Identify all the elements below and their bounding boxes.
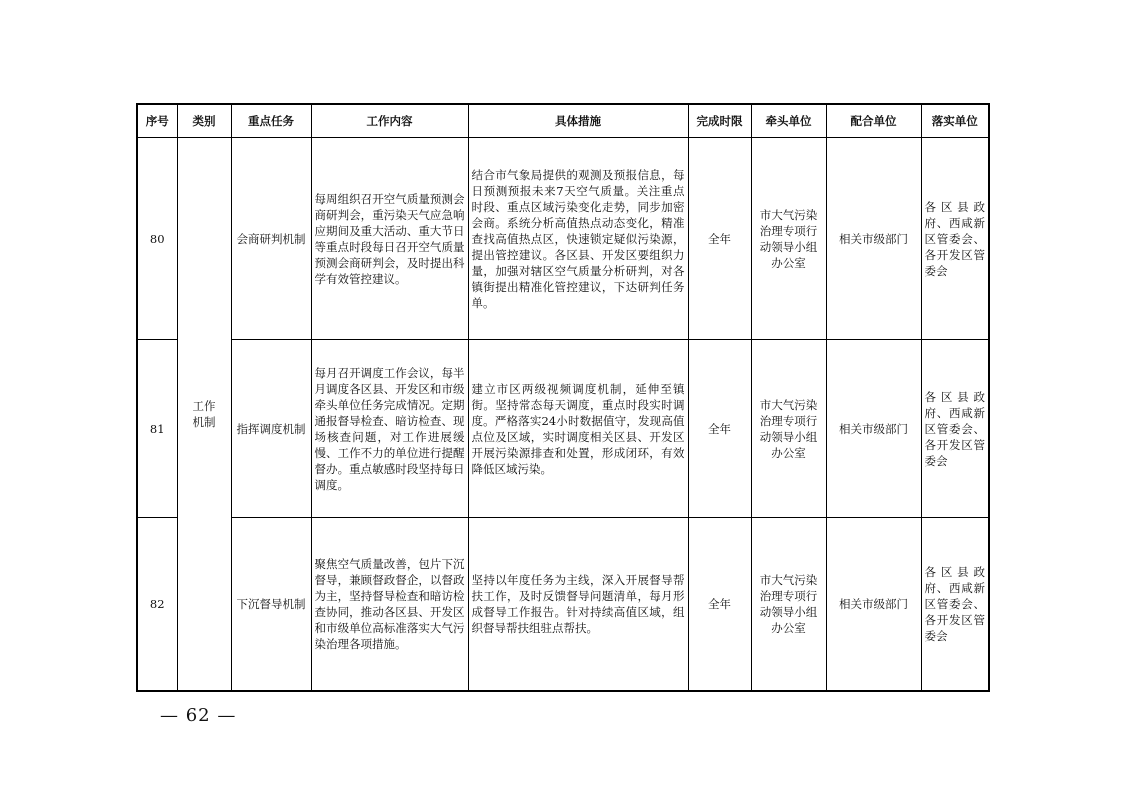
row-task: 会商研判机制 — [231, 138, 311, 340]
row-lead: 市大气污染治理专项行动领导小组办公室 — [751, 340, 826, 518]
row-content: 每月召开调度工作会议，每半月调度各区县、开发区和市级牵头单位任务完成情况。定期通报督导检查、暗访检查、现场核查问题，对工作进展缓慢、工作不力的单位进行提醒督办。重点敏感时段坚持每日调度。 — [311, 340, 468, 518]
row-measures: 坚持以年度任务为主线，深入开展督导帮扶工作，及时反馈督导问题清单，每月形成督导工作报告。针对持续高值区域，组织督导帮扶组驻点帮扶。 — [468, 518, 688, 691]
header-seq: 序号 — [137, 104, 177, 138]
row-implement: 各区县政府、西咸新区管委会、各开发区管委会 — [921, 138, 989, 340]
header-measures: 具体措施 — [468, 104, 688, 138]
header-implement: 落实单位 — [921, 104, 989, 138]
row-seq: 82 — [137, 518, 177, 691]
row-seq: 80 — [137, 138, 177, 340]
category-cell: 工作 机制 — [177, 138, 231, 691]
row-lead: 市大气污染治理专项行动领导小组办公室 — [751, 518, 826, 691]
row-lead: 市大气污染治理专项行动领导小组办公室 — [751, 138, 826, 340]
task-table — [136, 103, 990, 692]
row-content: 聚焦空气质量改善，包片下沉督导，兼顾督政督企，以督政为主，坚持督导检查和暗访检查协同，推动各区县、开发区和市级单位高标准落实大气污染治理各项措施。 — [311, 518, 468, 691]
row-task: 下沉督导机制 — [231, 518, 311, 691]
header-deadline: 完成时限 — [688, 104, 751, 138]
header-category: 类别 — [177, 104, 231, 138]
row-measures: 建立市区两级视频调度机制，延伸至镇街。坚持常态每天调度，重点时段实时调度。严格落实24小时数据值守，发现高值点位及区域，实时调度相关区县、开发区开展污染源排查和处置，形成闭环，有效降低区域污染。 — [468, 340, 688, 518]
table-row — [137, 518, 989, 691]
table-row — [137, 138, 989, 340]
row-content: 每周组织召开空气质量预测会商研判会，重污染天气应急响应期间及重大活动、重大节日等重点时段每日召开空气质量预测会商研判会，及时提出科学有效管控建议。 — [311, 138, 468, 340]
header-task: 重点任务 — [231, 104, 311, 138]
row-deadline: 全年 — [688, 518, 751, 691]
row-cooperate: 相关市级部门 — [826, 138, 921, 340]
row-implement: 各区县政府、西咸新区管委会、各开发区管委会 — [921, 340, 989, 518]
row-cooperate: 相关市级部门 — [826, 518, 921, 691]
page-number: — 62 — — [160, 705, 237, 726]
row-measures: 结合市气象局提供的观测及预报信息，每日预测预报未来7天空气质量。关注重点时段、重点区域污染变化走势，同步加密会商。系统分析高值热点动态变化，精准查找高值热点区，快速锁定疑似污染源，提出管控建议。各区县、开发区要组织力量，加强对辖区空气质量分析研判，对各镇街提出精准化管控建议，下达研判任务单。 — [468, 138, 688, 340]
row-deadline: 全年 — [688, 138, 751, 340]
table-row — [137, 340, 989, 518]
row-implement: 各区县政府、西咸新区管委会、各开发区管委会 — [921, 518, 989, 691]
row-seq: 81 — [137, 340, 177, 518]
table-header-row — [137, 104, 989, 138]
header-cooperate: 配合单位 — [826, 104, 921, 138]
row-task: 指挥调度机制 — [231, 340, 311, 518]
row-cooperate: 相关市级部门 — [826, 340, 921, 518]
header-lead: 牵头单位 — [751, 104, 826, 138]
row-deadline: 全年 — [688, 340, 751, 518]
header-content: 工作内容 — [311, 104, 468, 138]
